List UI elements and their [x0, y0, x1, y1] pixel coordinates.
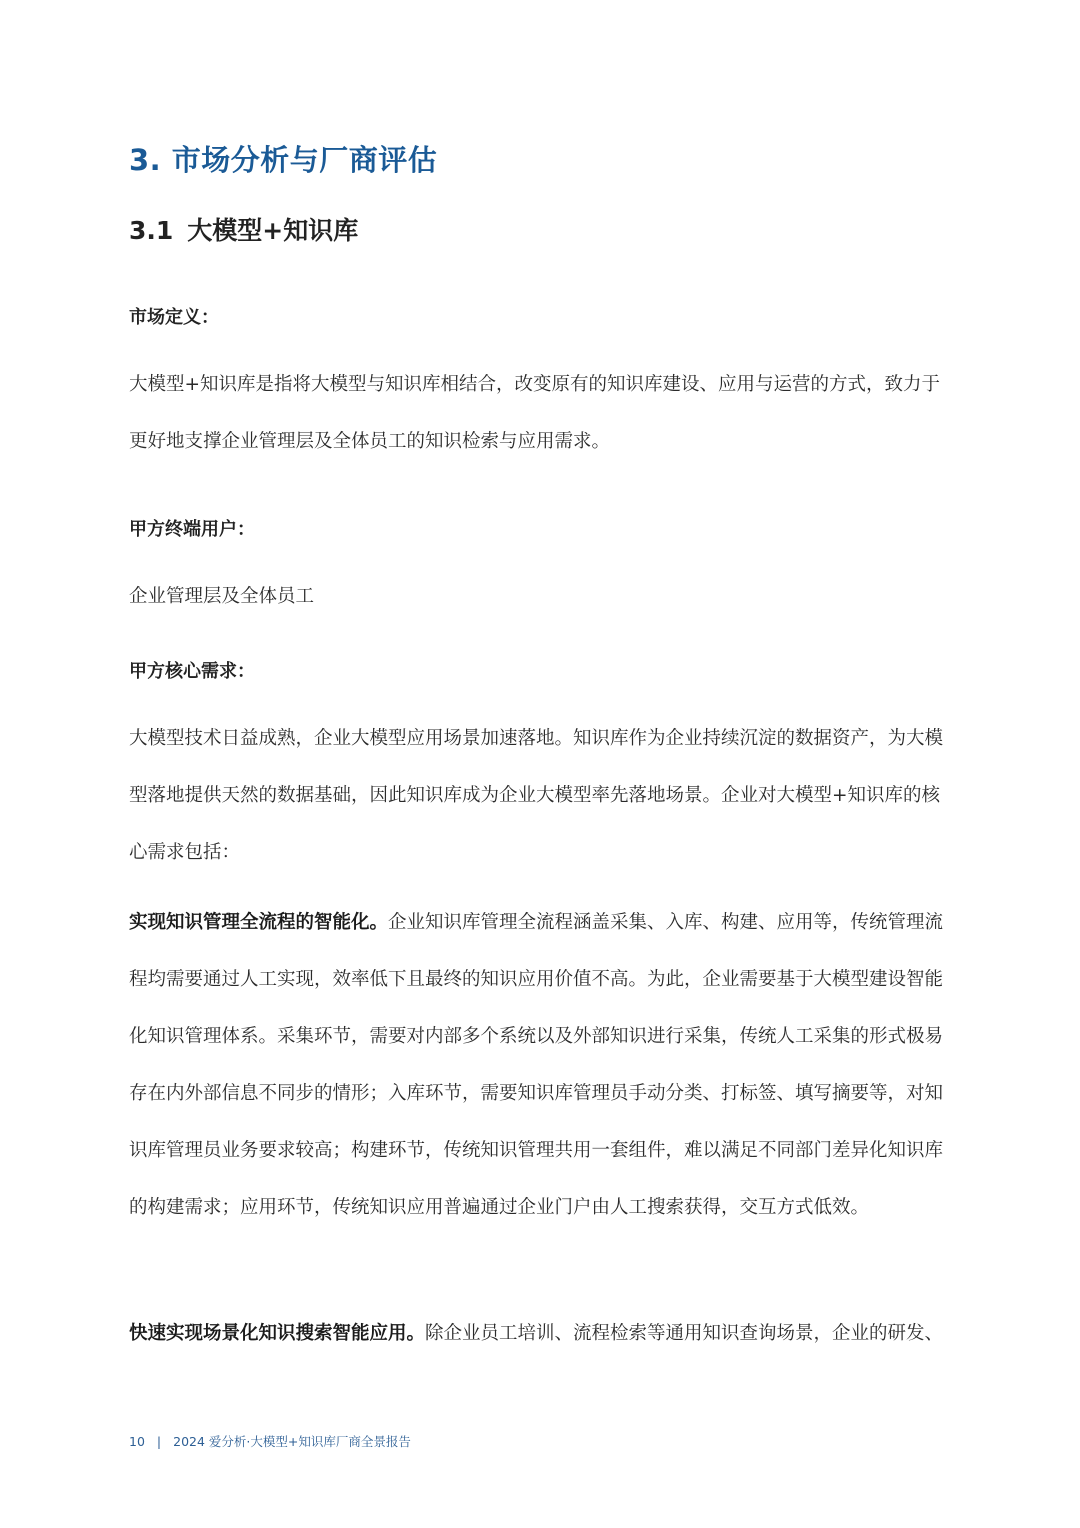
footer-separator: |: [156, 1434, 162, 1449]
section-title: [129, 211, 358, 247]
core-needs-label: 甲方核心需求：: [129, 661, 255, 682]
market-definition-label: 市场定义：: [129, 307, 219, 328]
need-smart-knowledge-management: [129, 894, 953, 1236]
page-number: 10: [129, 1434, 145, 1449]
end-users-text: 企业管理层及全体员工: [129, 586, 315, 607]
report-title: 2024 爱分析·大模型+知识库厂商全景报告: [173, 1434, 411, 1449]
need-2-text: 除企业员工培训、流程检索等通用知识查询场景，企业的研发、: [425, 1323, 944, 1344]
page-footer: [129, 1432, 411, 1450]
need-1-text: 企业知识库管理全流程涵盖采集、入库、构建、应用等，传统管理流程均需要通过人工实现，效率低下且最终的知识应用价值不高。为此，企业需要基于大模型建设智能化知识管理体系。采集环节，需要对内部多个系统以及外部知识进行采集，传统人工采集的形式极易存在内外部信息不同步的情形；入库环节，需要知识库管理员手动分类、打标签、填写摘要等，对知识库管理员业务要求较高；构建环节，传统知识管理共用一套组件，难以满足不同部门差异化知识库的构建需求；应用环节，传统知识应用普遍通过企业门户由人工搜索获得，交互方式低效。: [129, 912, 944, 1218]
need-2-lead: 快速实现场景化知识搜索智能应用。: [129, 1323, 426, 1344]
section-number: 3.1: [129, 216, 174, 245]
section-title-text: 大模型+知识库: [187, 216, 359, 245]
chapter-title: 3. 市场分析与厂商评估: [129, 143, 438, 177]
need-1-lead: 实现知识管理全流程的智能化。: [129, 912, 389, 933]
core-needs-text: 大模型技术日益成熟，企业大模型应用场景加速落地。知识库作为企业持续沉淀的数据资产，为大模型落地提供天然的数据基础，因此知识库成为企业大模型率先落地场景。企业对大模型+知识库的核心需求包括：: [129, 728, 944, 863]
need-scenario-knowledge-search: [129, 1305, 953, 1362]
market-definition-text: 大模型+知识库是指将大模型与知识库相结合，改变原有的知识库建设、应用与运营的方式，致力于更好地支撑企业管理层及全体员工的知识检索与应用需求。: [129, 374, 941, 452]
end-users-label: 甲方终端用户：: [129, 519, 255, 540]
